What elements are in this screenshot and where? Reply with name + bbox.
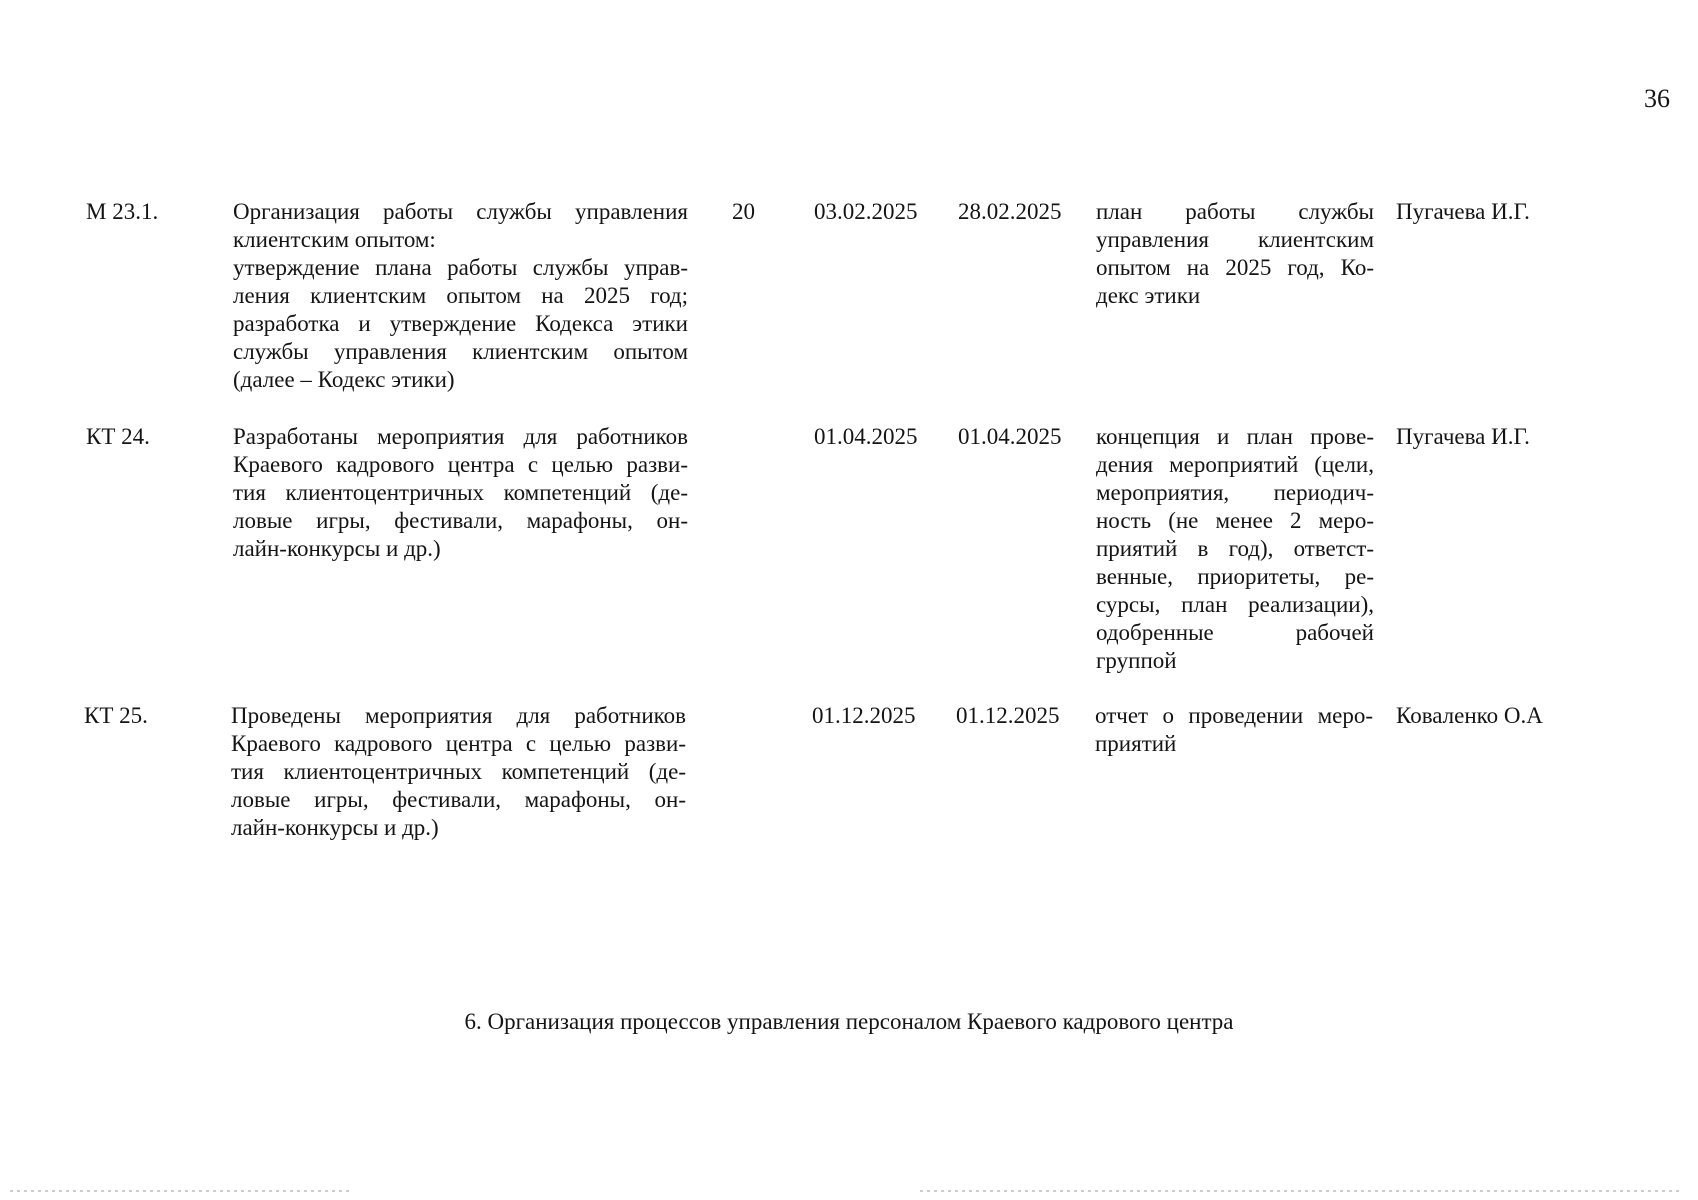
- row-result: [1095, 702, 1373, 758]
- row-end-date: 01.12.2025: [956, 703, 1060, 728]
- description-line: (далее – Кодекс этики): [233, 367, 455, 392]
- row-description: [233, 423, 688, 563]
- result-line: план работы службы: [1096, 199, 1374, 224]
- row-responsible: Пугачева И.Г.: [1396, 199, 1530, 224]
- row-start-date: 01.04.2025: [814, 424, 918, 449]
- scan-artifact-left: [10, 1190, 350, 1192]
- row-description: [233, 198, 688, 394]
- row-code: М 23.1.: [86, 199, 159, 224]
- result-line: отчет о проведении меро-: [1095, 703, 1373, 728]
- section-heading: 6. Организация процессов управления персоналом Краевого кадрового центра: [464, 1009, 1234, 1034]
- description-line: тия клиентоцентричных компетенций (де-: [233, 480, 688, 505]
- row-responsible: Пугачева И.Г.: [1396, 424, 1530, 449]
- description-line: Краевого кадрового центра с целью разви-: [231, 731, 686, 756]
- row-start-date: 01.12.2025: [812, 703, 916, 728]
- row-end-date: 28.02.2025: [958, 199, 1062, 224]
- result-line: приятий: [1095, 731, 1177, 756]
- row-end-date: 01.04.2025: [958, 424, 1062, 449]
- row-result: [1096, 198, 1374, 310]
- result-line: одобренные рабочей: [1096, 620, 1374, 645]
- result-line: сурсы, план реализации),: [1096, 592, 1374, 617]
- scan-artifact-right: [920, 1190, 1680, 1192]
- description-line: тия клиентоцентричных компетенций (де-: [231, 759, 686, 784]
- result-line: венные, приоритеты, ре-: [1096, 564, 1374, 589]
- result-line: ность (не менее 2 меро-: [1096, 508, 1374, 533]
- description-line: лайн-конкурсы и др.): [231, 815, 439, 840]
- description-line: ления клиентским опытом на 2025 год;: [233, 283, 688, 308]
- result-line: мероприятия, периодич-: [1096, 480, 1374, 505]
- result-line: концепция и план прове-: [1096, 424, 1374, 449]
- description-line: ловые игры, фестивали, марафоны, он-: [231, 787, 686, 812]
- description-line: Организация работы службы управления: [233, 199, 688, 224]
- result-line: опытом на 2025 год, Ко-: [1096, 255, 1374, 280]
- description-line: Краевого кадрового центра с целью разви-: [233, 452, 688, 477]
- row-description: [231, 702, 686, 842]
- description-line: разработка и утверждение Кодекса этики: [233, 311, 688, 336]
- result-line: группой: [1096, 648, 1177, 673]
- result-line: дения мероприятий (цели,: [1096, 452, 1374, 477]
- row-duration: 20: [732, 199, 755, 224]
- description-line: лайн-конкурсы и др.): [233, 536, 441, 561]
- row-result: [1096, 423, 1374, 675]
- description-line: Проведены мероприятия для работников: [231, 703, 686, 728]
- page-number: 36: [1644, 84, 1670, 113]
- result-line: декс этики: [1096, 283, 1201, 308]
- result-line: приятий в год), ответст-: [1096, 536, 1374, 561]
- row-responsible: Коваленко О.А: [1396, 703, 1543, 728]
- description-line: Разработаны мероприятия для работников: [233, 424, 688, 449]
- row-code: КТ 25.: [84, 703, 148, 728]
- row-start-date: 03.02.2025: [814, 199, 918, 224]
- result-line: управления клиентским: [1096, 227, 1374, 252]
- row-code: КТ 24.: [86, 424, 150, 449]
- description-line: ловые игры, фестивали, марафоны, он-: [233, 508, 688, 533]
- description-line: службы управления клиентским опытом: [233, 339, 688, 364]
- description-line: клиентским опытом:: [233, 227, 436, 252]
- description-line: утверждение плана работы службы управ-: [233, 255, 688, 280]
